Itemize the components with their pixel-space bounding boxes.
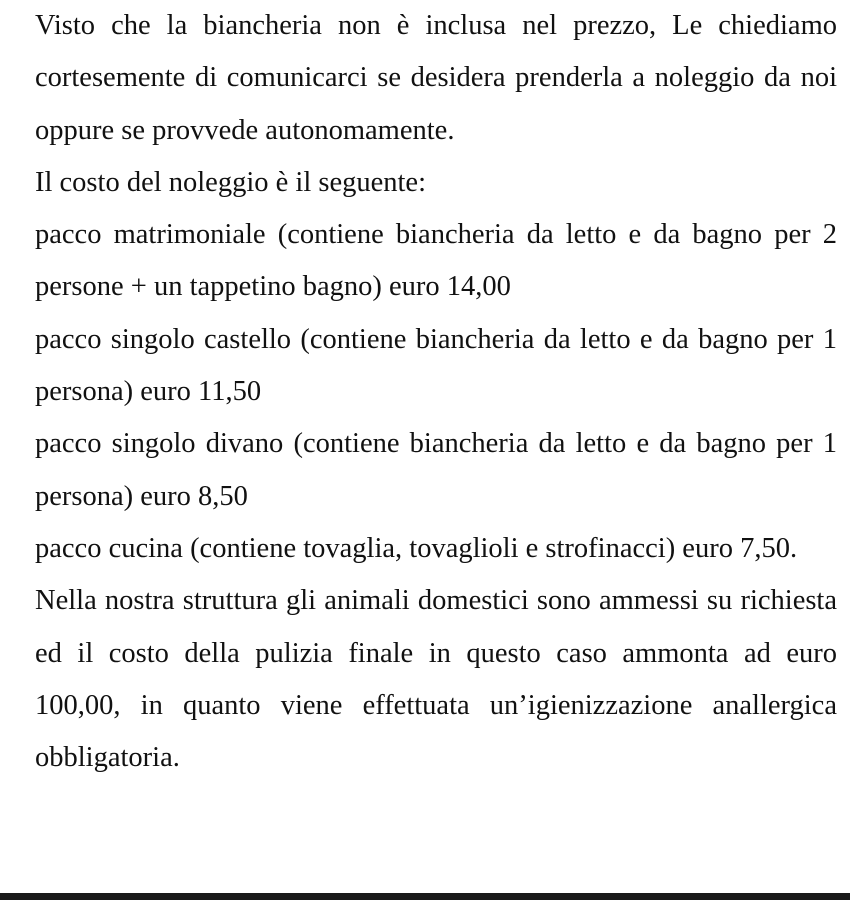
paragraph-sofa-single-pack: pacco singolo divano (contiene biancheria da letto e da bagno per 1 persona) euro 8,50 xyxy=(35,428,837,512)
paragraph-double-pack: pacco matrimoniale (contiene biancheria da letto e da bagno per 2 persone + un tappetino bagno) euro 14,00 xyxy=(35,219,837,303)
paragraph-linen-notice: Visto che la biancheria non è inclusa nel prezzo, Le chiediamo cortesemente di comunicarci se desidera prenderla a noleggio da noi oppure se provvede autonomamente. xyxy=(35,10,837,146)
paragraph-pets-policy: Nella nostra struttura gli animali domestici sono ammessi su richiesta ed il costo della pulizia finale in questo caso ammonta ad euro 100,00, in quanto viene effettuata un’igienizzazione anallergica obbligatoria. xyxy=(35,585,837,774)
paragraph-kitchen-pack: pacco cucina (contiene tovaglia, tovaglioli e strofinacci) euro 7,50. xyxy=(35,532,798,564)
document-body xyxy=(35,0,837,784)
paragraph-rental-cost-intro: Il costo del noleggio è il seguente: xyxy=(35,166,426,198)
paragraph-bunk-single-pack: pacco singolo castello (contiene biancheria da letto e da bagno per 1 persona) euro 11,50 xyxy=(35,323,837,408)
bottom-divider xyxy=(0,893,850,900)
